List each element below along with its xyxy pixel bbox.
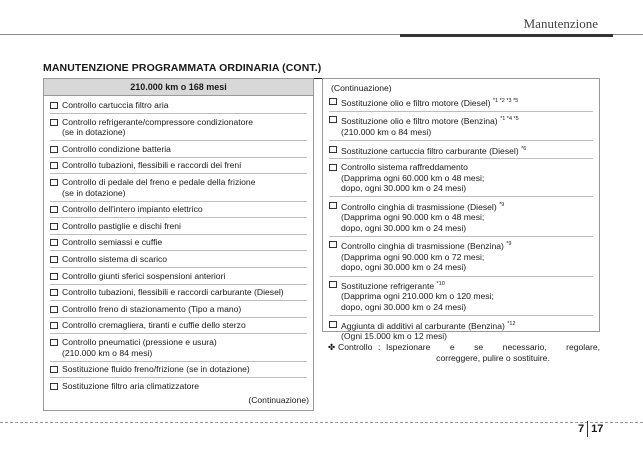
item-text bbox=[62, 237, 307, 248]
footnote-colon: : bbox=[378, 342, 381, 352]
checklist-item bbox=[323, 239, 599, 273]
footnote-reference: *9 bbox=[499, 201, 505, 208]
checkbox-icon bbox=[329, 116, 337, 123]
checklist-item bbox=[323, 114, 599, 137]
item-separator bbox=[50, 377, 307, 378]
checkbox-icon bbox=[50, 162, 58, 169]
item-text bbox=[62, 320, 307, 331]
item-line bbox=[341, 127, 593, 138]
checkbox-icon bbox=[50, 322, 58, 329]
interval-header: 210.000 km o 168 mesi bbox=[43, 78, 314, 96]
item-line bbox=[341, 331, 593, 342]
item-separator bbox=[50, 333, 307, 334]
item-separator bbox=[329, 140, 593, 141]
checkbox-icon bbox=[329, 241, 337, 248]
item-separator bbox=[50, 234, 307, 235]
checklist-item bbox=[44, 254, 313, 265]
item-line: (se in dotazione) bbox=[62, 127, 126, 138]
footnote-reference: *1 *2 *3 *5 bbox=[492, 98, 519, 104]
item-line-text: dopo, ogni 30.000 km o 24 mesi) bbox=[341, 262, 467, 273]
checklist-item bbox=[44, 364, 313, 375]
checklist-item bbox=[44, 117, 313, 138]
item-text bbox=[341, 200, 593, 234]
checkbox-icon bbox=[50, 366, 58, 373]
item-line: Sostituzione filtro aria climatizzatore bbox=[62, 380, 200, 391]
item-line: Controllo dell'intero impianto elettrico bbox=[62, 204, 203, 215]
item-text bbox=[62, 271, 307, 282]
footnote-term: Controllo bbox=[338, 342, 373, 352]
item-text bbox=[62, 304, 307, 315]
item-line bbox=[341, 200, 593, 212]
header-rule-accent bbox=[400, 34, 613, 37]
item-line: Controllo tubazioni, flessibili e raccordi carburante (Diesel) bbox=[62, 287, 284, 298]
item-line: Controllo freno di stazionamento (Tipo a mano) bbox=[62, 303, 242, 314]
footnote-text-line1: Ispezionare e se necessario, regolare, bbox=[386, 342, 600, 352]
checkbox-icon bbox=[50, 256, 58, 263]
item-line bbox=[341, 114, 593, 126]
item-text bbox=[62, 117, 307, 138]
checkbox-icon bbox=[50, 289, 58, 296]
item-line-text: Sostituzione cartuccia filtro carburante (Diesel) bbox=[341, 145, 519, 156]
footnote-reference: *1 *4 *5 bbox=[500, 116, 519, 123]
footnote-reference: *9 bbox=[506, 241, 512, 248]
item-text bbox=[62, 337, 307, 358]
left-item-list bbox=[43, 96, 314, 411]
checkbox-icon bbox=[50, 306, 58, 313]
checkbox-icon bbox=[50, 223, 58, 230]
checkbox-icon bbox=[50, 383, 58, 390]
item-separator bbox=[50, 300, 307, 301]
item-line bbox=[341, 239, 593, 251]
left-maintenance-column bbox=[43, 78, 314, 411]
item-separator bbox=[50, 140, 307, 141]
item-line bbox=[341, 252, 593, 263]
item-line bbox=[341, 96, 593, 108]
page-number bbox=[578, 419, 603, 438]
item-text bbox=[62, 177, 307, 198]
checkbox-icon bbox=[329, 164, 337, 171]
checkbox-icon bbox=[50, 119, 58, 126]
checklist-item bbox=[44, 221, 313, 232]
item-separator bbox=[329, 196, 593, 197]
item-line bbox=[341, 291, 593, 302]
checkbox-icon bbox=[50, 146, 58, 153]
footer-rule bbox=[0, 422, 643, 423]
item-text bbox=[62, 204, 307, 215]
right-item-list bbox=[322, 78, 600, 342]
item-line bbox=[341, 223, 593, 234]
item-text bbox=[62, 144, 307, 155]
checkbox-icon bbox=[329, 202, 337, 209]
checkbox-icon bbox=[50, 102, 58, 109]
checklist-item bbox=[323, 319, 599, 342]
item-line-text: Sostituzione olio e filtro motore (Diesel) bbox=[341, 97, 491, 108]
checklist-item bbox=[44, 177, 313, 198]
item-text bbox=[62, 160, 307, 171]
item-text bbox=[62, 287, 307, 298]
footnote-reference: *6 bbox=[521, 145, 527, 152]
item-separator bbox=[329, 276, 593, 277]
item-line: Controllo tubazioni, flessibili e raccordi dei freni bbox=[62, 160, 242, 171]
item-text bbox=[341, 319, 593, 342]
checklist-item bbox=[44, 381, 313, 392]
item-line: Controllo cartuccia filtro aria bbox=[62, 100, 169, 110]
running-header-title: Manutenzione bbox=[523, 16, 598, 31]
item-line bbox=[341, 212, 593, 223]
checklist-item bbox=[44, 100, 313, 111]
item-separator bbox=[329, 158, 593, 159]
item-line bbox=[341, 319, 593, 331]
item-line-text: (Dapprima ogni 90.000 km o 48 mesi; bbox=[341, 212, 485, 223]
item-line bbox=[341, 162, 593, 173]
item-line: Controllo pastiglie e dischi freni bbox=[62, 220, 181, 231]
checklist-item bbox=[323, 279, 599, 313]
item-text bbox=[62, 221, 307, 232]
item-text bbox=[62, 254, 307, 265]
right-maintenance-column bbox=[322, 78, 600, 342]
checklist-item bbox=[44, 160, 313, 171]
checkbox-icon bbox=[50, 339, 58, 346]
checkbox-icon bbox=[50, 239, 58, 246]
item-line: Controllo condizione batteria bbox=[62, 143, 171, 154]
item-line-text: Sostituzione refrigerante bbox=[341, 280, 435, 291]
item-separator bbox=[329, 236, 593, 237]
chapter-number: 7 bbox=[578, 422, 585, 435]
checklist-item bbox=[323, 162, 599, 194]
item-line-text: (210.000 km o 84 mesi) bbox=[341, 126, 432, 137]
checklist-item bbox=[323, 96, 599, 108]
item-line-text: Controllo sistema raffreddamento bbox=[341, 161, 468, 172]
item-text bbox=[62, 381, 307, 392]
footnote bbox=[328, 342, 600, 364]
item-line-text: Controllo cinghia di trasmissione (Diesel) bbox=[341, 201, 497, 212]
item-line bbox=[341, 173, 593, 184]
item-line: Controllo pneumatici (pressione e usura) bbox=[62, 336, 217, 347]
item-text bbox=[341, 162, 593, 194]
item-separator bbox=[50, 267, 307, 268]
item-line-text: Controllo cinghia di trasmissione (Benzina) bbox=[341, 241, 504, 252]
checklist-item bbox=[44, 237, 313, 248]
footnote-reference: *12 bbox=[507, 320, 516, 327]
footnote-mark: ✤ bbox=[328, 342, 336, 352]
item-separator bbox=[50, 250, 307, 251]
item-line bbox=[341, 302, 593, 313]
item-separator bbox=[50, 173, 307, 174]
item-line: (210.000 km o 84 mesi) bbox=[62, 347, 153, 358]
footnote-text-line2: correggere, pulire o sostituire. bbox=[436, 353, 550, 363]
item-line bbox=[341, 262, 593, 273]
item-separator bbox=[50, 201, 307, 202]
footnote-reference: *10 bbox=[436, 281, 445, 288]
checklist-item bbox=[44, 144, 313, 155]
checklist-item bbox=[44, 337, 313, 358]
item-line-text: dopo, ogni 30.000 km o 24 mesi) bbox=[341, 302, 467, 313]
item-text bbox=[341, 96, 593, 108]
item-line: (se in dotazione) bbox=[62, 187, 126, 198]
page-number-value: 17 bbox=[591, 422, 604, 435]
checkbox-icon bbox=[329, 281, 337, 288]
item-line-text: Aggiunta di additivi al carburante (Benzina) bbox=[341, 320, 505, 331]
item-line-text: (Dapprima ogni 210.000 km o 120 mesi; bbox=[341, 291, 494, 302]
item-line-text: (Dapprima ogni 90.000 km o 72 mesi; bbox=[341, 251, 485, 262]
item-line bbox=[341, 279, 593, 291]
item-text bbox=[341, 114, 593, 137]
checklist-item bbox=[44, 271, 313, 282]
item-line: Sostituzione fluido freno/frizione (se in dotazione) bbox=[62, 364, 250, 375]
item-line-text: Sostituzione olio e filtro motore (Benzina) bbox=[341, 116, 498, 127]
item-separator bbox=[50, 361, 307, 362]
checkbox-icon bbox=[50, 273, 58, 280]
item-line bbox=[341, 144, 593, 156]
checklist-item bbox=[44, 304, 313, 315]
item-separator bbox=[329, 111, 593, 112]
item-text bbox=[341, 239, 593, 273]
item-text bbox=[341, 279, 593, 313]
page-divider bbox=[587, 421, 588, 437]
item-line-text: dopo, ogni 30.000 km o 24 mesi) bbox=[341, 183, 467, 194]
continuation-label: (Continuazione) bbox=[331, 83, 392, 93]
item-line: Controllo refrigerante/compressore condizionatore bbox=[62, 116, 254, 127]
item-line: Controllo semiassi e cuffie bbox=[62, 237, 163, 248]
item-line-text: (Ogni 15.000 km o 12 mesi) bbox=[341, 331, 448, 342]
checkbox-icon bbox=[329, 321, 337, 328]
checkbox-icon bbox=[50, 179, 58, 186]
checklist-item bbox=[44, 204, 313, 215]
checklist-item bbox=[44, 320, 313, 331]
item-line: Controllo di pedale del freno e pedale della frizione bbox=[62, 176, 256, 187]
item-line bbox=[341, 183, 593, 194]
checkbox-icon bbox=[329, 98, 337, 105]
item-separator bbox=[50, 284, 307, 285]
item-separator bbox=[50, 113, 307, 114]
item-line: Controllo cremagliera, tiranti e cuffie dello sterzo bbox=[62, 320, 246, 331]
item-line-text: dopo, ogni 30.000 km o 24 mesi) bbox=[341, 222, 467, 233]
item-separator bbox=[329, 315, 593, 316]
item-line: Controllo giunti sferici sospensioni anteriori bbox=[62, 270, 226, 281]
checkbox-icon bbox=[50, 206, 58, 213]
continuation-label: (Continuazione) bbox=[248, 395, 309, 406]
item-line: Controllo sistema di scarico bbox=[62, 253, 168, 264]
checklist-item bbox=[44, 287, 313, 298]
item-text bbox=[62, 364, 307, 375]
checklist-item bbox=[323, 200, 599, 234]
item-separator bbox=[50, 217, 307, 218]
item-separator bbox=[50, 157, 307, 158]
section-heading: MANUTENZIONE PROGRAMMATA ORDINARIA (CONT.) bbox=[43, 62, 322, 74]
checklist-item bbox=[323, 144, 599, 156]
item-text bbox=[62, 100, 307, 111]
item-text bbox=[341, 144, 593, 156]
item-line-text: (Dapprima ogni 60.000 km o 48 mesi; bbox=[341, 172, 485, 183]
item-separator bbox=[50, 317, 307, 318]
checkbox-icon bbox=[329, 146, 337, 153]
